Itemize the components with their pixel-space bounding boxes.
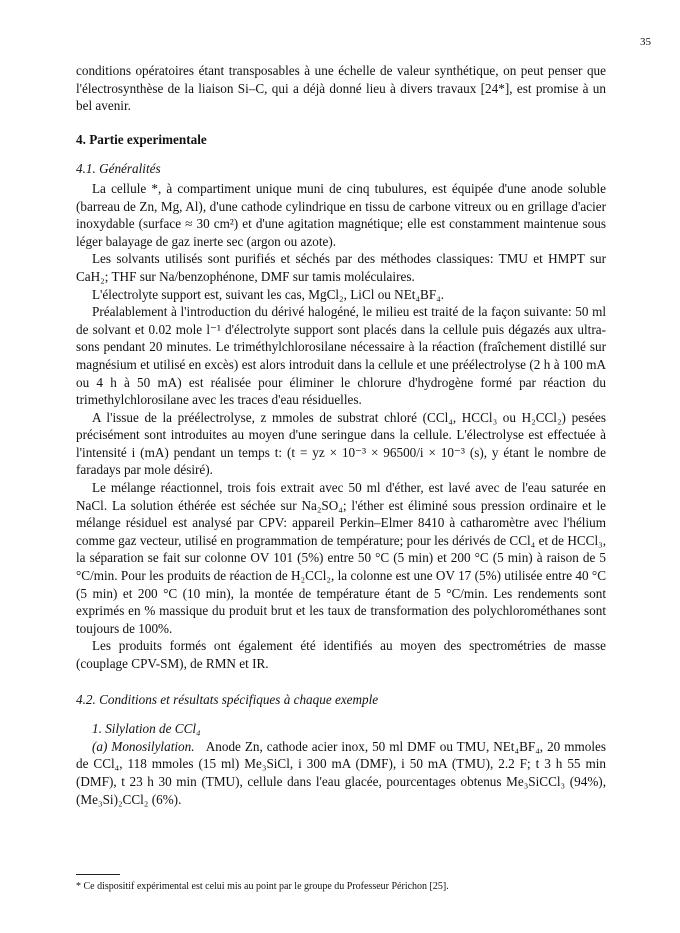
paragraph-cellule: La cellule *, à compartiment unique muni de cinq tubulures, est équipée d'une anode soluble (barreau de Zn, Mg, Al), d'une cathode cylindrique en tissu de carbone vitreux ou en grillage d'acier inoxydable (surface ≈ 30 cm²) et d'une agitation magnétique; elle est constamment maintenue sous léger balayage de gaz inerte sec (argon ou azote). (76, 180, 606, 249)
paragraph-electrolyte: L'électrolyte support est, suivant les cas, MgCl₂, LiCl ou NEt₄BF₄. (92, 286, 445, 302)
item-1-heading: 1. Silylation de CCl₄ (92, 721, 201, 737)
item-1a-paragraph (76, 738, 606, 808)
paragraph-solvants: Les solvants utilisés sont purifiés et séchés par des méthodes classiques: TMU et HMPT sur CaH₂; THF sur Na/benzophénone, DMF sur tamis moléculaires. (76, 251, 606, 284)
footnote-text: * Ce dispositif expérimental est celui mis au point par le groupe du Professeur Périchon [25]. (76, 881, 449, 892)
intro-paragraph: conditions opératoires étant transposables à une échelle de valeur synthétique, on peut penser que l'électrosynthèse de la liaison Si–C, qui a déjà donné lieu à divers travaux [24*], est promise à un bel avenir. (76, 63, 606, 114)
item-1a-label: (a) Monosilylation. (92, 738, 195, 754)
page-number: 35 (640, 36, 651, 48)
footnote (76, 874, 606, 894)
footnote-rule (76, 874, 120, 875)
section-4-1-heading: 4.1. Généralités (76, 161, 161, 177)
article-body (76, 62, 606, 808)
item-1a-text: Anode Zn, cathode acier inox, 50 ml DMF ou TMU, NEt₄BF₄, 20 mmoles de CCl₄, 118 mmoles (15 ml) Me₃SiCl, i 300 mA (DMF), i 50 mA (TMU), 2.2 F; t 3 h 55 min (DMF), t 23 h 30 min (TMU), cellule dans l'eau glacée, pourcentages obtenus Me₃SiCCl₃ (94%), (Me₃Si)₂CCl₂ (6%). (76, 738, 606, 807)
section-4-heading: 4. Partie experimentale (76, 131, 207, 147)
paragraph-analyse-cpv: Le mélange réactionnel, trois fois extrait avec 50 ml d'éther, est lavé avec de l'eau saturée en NaCl. La solution éthérée est séchée sur Na₂SO₄; l'éther est éliminé sous pression ordinaire et le mélange résiduel est analysé par CPV: appareil Perkin–Elmer 8410 à catharomètre avec l'hélium comme gaz vecteur, utilisé en programmation de température; pour les dérivés de CCl₄ et de HCCl₃, la séparation se fait sur colonne OV 101 (5%) entre 50 °C (5 min) et 200 °C (5 min) à raison de 5 °C/min. Pour les produits de réaction de H₂CCl₂, la colonne est une OV 17 (5%) utilisée entre 40 °C (5 min) et 200 °C (10 min), la montée de température étant de 5 °C/min. Les rendements sont exprimés en % massique du produit brut et les taux de transformation des polychlorométhanes sont toujours de 100%. (76, 480, 606, 636)
paragraph-substrat: A l'issue de la préélectrolyse, z mmoles de substrat chloré (CCl₄, HCCl₃ ou H₂CCl₂) pesées précisément sont introduites au moyen d'une seringue dans la cellule. L'électrolyse est effectuée à l'intensité i (mA) pendant un temps t: (t = yz × 10⁻³ × 96500/i × 10⁻³ (s), y étant le nombre de faradays par mole désiré). (76, 409, 606, 478)
paragraph-identification: Les produits formés ont également été identifiés au moyen des spectrométries de masse (couplage CPV-SM), de RMN et IR. (76, 638, 606, 671)
paragraph-preelectrolyse: Préalablement à l'introduction du dérivé halogéné, le milieu est traité de la façon suivante: 50 ml de solvant et 0.02 mole l⁻¹ d'électrolyte support sont placés dans la cellule puis dégazés aux ultra-sons pendant 20 minutes. Le triméthylchlorosilane nécessaire à la réaction (fraîchement distillé sur magnésium et utilisé en excès) est alors introduit dans la cellule et une préélectrolyse (2 h à 100 mA ou 4 h à 50 mA) est réalisée pour éliminer le chlorure d'hydrogène formé par réaction du trimethylchlorosilane avec les traces d'eau résiduelles. (76, 304, 606, 408)
section-4-2-heading: 4.2. Conditions et résultats spécifiques à chaque exemple (76, 691, 379, 707)
